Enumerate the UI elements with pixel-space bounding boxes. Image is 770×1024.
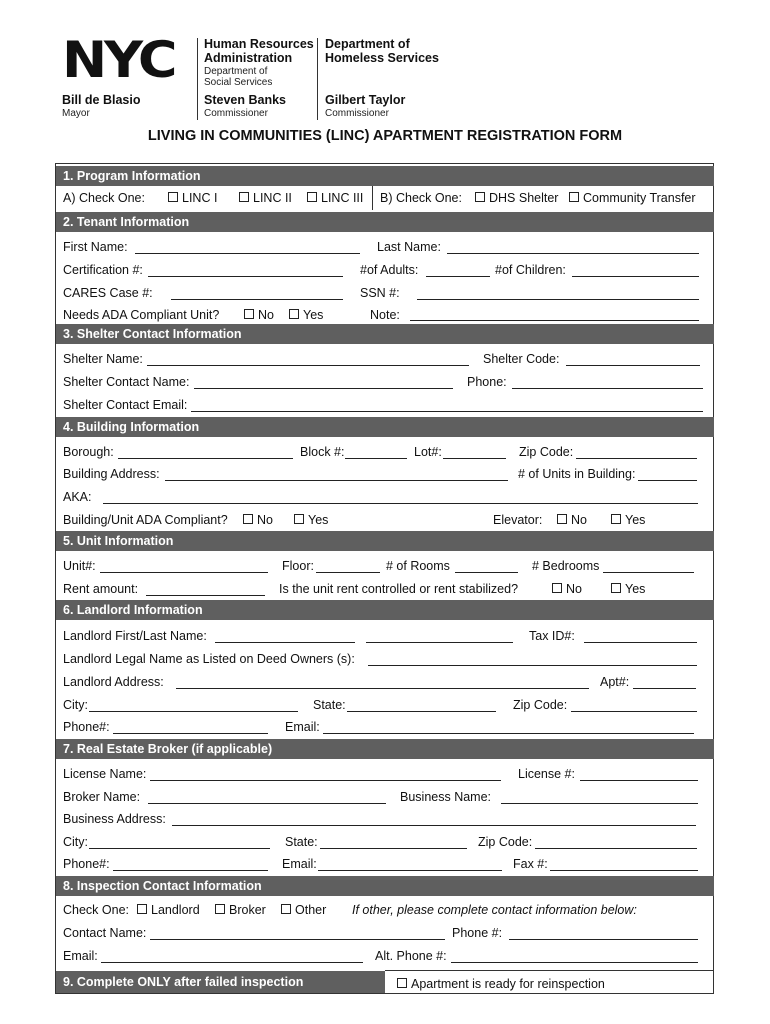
building-ada-yes-option[interactable]: Yes [294,513,328,527]
section-9-divider [385,970,714,971]
broker-name-input[interactable] [148,803,386,804]
cares-input[interactable] [171,299,343,300]
units-label: # of Units in Building: [518,467,636,481]
hra-commissioner-title: Commissioner [204,108,268,119]
cares-label: CARES Case #: [63,286,153,300]
unit-input[interactable] [100,572,268,573]
landlord-city-label: City: [63,698,88,712]
broker-email-input[interactable] [318,870,502,871]
apt-input[interactable] [633,688,696,689]
legal-name-input[interactable] [368,665,697,666]
linc2-option[interactable]: LINC II [239,191,292,205]
check-a-label: A) Check One: [63,191,145,205]
landlord-state-label: State: [313,698,346,712]
note-label: Note: [370,308,400,322]
linc3-checkbox[interactable] [307,192,317,202]
building-ada-no-checkbox[interactable] [243,514,253,524]
hra-name-line2: Administration [204,51,293,65]
section-9-heading: 9. Complete ONLY after failed inspection [56,971,385,993]
units-input[interactable] [638,480,697,481]
building-ada-label: Building/Unit ADA Compliant? [63,513,228,527]
building-zip-input[interactable] [576,458,697,459]
unit-label: Unit#: [63,559,96,573]
inspection-alt-phone-input[interactable] [451,962,698,963]
elevator-yes-option[interactable]: Yes [611,513,645,527]
inspection-email-input[interactable] [101,962,363,963]
mayor-name: Bill de Blasio [62,93,141,107]
shelter-phone-input[interactable] [512,388,703,389]
borough-label: Borough: [63,445,114,459]
dhs-commissioner-title: Commissioner [325,108,389,119]
shelter-phone-label: Phone: [467,375,507,389]
landlord-state-input[interactable] [347,711,496,712]
shelter-code-input[interactable] [566,365,700,366]
inspection-contact-name-input[interactable] [150,939,445,940]
landlord-address-label: Landlord Address: [63,675,164,689]
ada-needs-yes-checkbox[interactable] [289,309,299,319]
first-name-input[interactable] [135,253,360,254]
aka-label: AKA: [63,490,92,504]
rent-stabilized-yes-checkbox[interactable] [611,583,621,593]
building-address-label: Building Address: [63,467,160,481]
ada-needs-no-option[interactable]: No [244,308,274,322]
landlord-email-label: Email: [285,720,320,734]
dss-name-line1: Department of [204,66,268,77]
note-input[interactable] [410,320,699,321]
broker-city-label: City: [63,835,88,849]
shelter-name-label: Shelter Name: [63,352,143,366]
check-b-label: B) Check One: [380,191,462,205]
dhs-commissioner-name: Gilbert Taylor [325,93,406,107]
landlord-address-input[interactable] [176,688,589,689]
form-title: LIVING IN COMMUNITIES (LINC) APARTMENT REGISTRATION FORM [147,128,623,144]
nyc-logo: NYC [62,31,175,89]
hra-commissioner-name: Steven Banks [204,93,286,107]
inspection-landlord-checkbox[interactable] [137,904,147,914]
landlord-zip-input[interactable] [571,711,697,712]
rent-stabilized-yes-option[interactable]: Yes [611,582,645,596]
certification-input[interactable] [148,276,343,277]
landlord-name-label: Landlord First/Last Name: [63,629,207,643]
inspection-email-label: Email: [63,949,98,963]
landlord-zip-label: Zip Code: [513,698,568,712]
landlord-first-name-input[interactable] [215,642,355,643]
inspection-contact-name-label: Contact Name: [63,926,147,940]
inspection-broker-checkbox[interactable] [215,904,225,914]
broker-fax-input[interactable] [550,870,698,871]
certification-label: Certification #: [63,263,143,277]
landlord-city-input[interactable] [89,711,298,712]
section-1-divider [372,186,373,210]
business-address-label: Business Address: [63,812,166,826]
children-input[interactable] [572,276,699,277]
inspection-alt-phone-label: Alt. Phone #: [375,949,447,963]
rooms-label: # of Rooms [386,559,450,573]
section-1-heading: 1. Program Information [56,166,714,186]
section-7-heading: 7. Real Estate Broker (if applicable) [56,739,714,759]
header-divider-1 [197,38,198,120]
borough-input[interactable] [118,458,293,459]
section-4-heading: 4. Building Information [56,417,714,437]
landlord-phone-input[interactable] [113,733,268,734]
dhs-shelter-option[interactable]: DHS Shelter [475,191,558,205]
broker-fax-label: Fax #: [513,857,548,871]
rent-label: Rent amount: [63,582,139,596]
license-no-label: License #: [518,767,575,781]
section-6-heading: 6. Landlord Information [56,600,714,620]
shelter-code-label: Shelter Code: [483,352,560,366]
floor-input[interactable] [316,572,380,573]
bedrooms-label: # Bedrooms [532,559,600,573]
broker-name-label: Broker Name: [63,790,141,804]
tax-id-label: Tax ID#: [529,629,575,643]
floor-label: Floor: [282,559,314,573]
section-2-heading: 2. Tenant Information [56,212,714,232]
ada-needs-no-checkbox[interactable] [244,309,254,319]
broker-zip-input[interactable] [535,848,697,849]
broker-city-input[interactable] [89,848,270,849]
broker-phone-input[interactable] [113,870,268,871]
license-name-label: License Name: [63,767,147,781]
landlord-email-input[interactable] [323,733,694,734]
ada-needs-label: Needs ADA Compliant Unit? [63,308,220,322]
bedrooms-input[interactable] [603,572,694,573]
broker-phone-label: Phone#: [63,857,110,871]
rooms-input[interactable] [455,572,518,573]
inspection-landlord-option[interactable]: Landlord [137,903,200,917]
legal-name-label: Landlord Legal Name as Listed on Deed Owners (s): [63,652,355,666]
community-transfer-option[interactable]: Community Transfer [569,191,696,205]
rent-stabilized-no-option[interactable]: No [552,582,582,596]
elevator-label: Elevator: [493,513,543,527]
section-3-heading: 3. Shelter Contact Information [56,324,714,344]
hra-name-line1: Human Resources [204,37,314,51]
reinspection-ready-option[interactable]: Apartment is ready for reinspection [397,977,605,991]
adults-input[interactable] [426,276,490,277]
children-label: #of Children: [495,263,566,277]
mayor-title: Mayor [62,108,90,119]
inspection-phone-label: Phone #: [452,926,503,940]
business-name-input[interactable] [501,803,698,804]
building-ada-yes-checkbox[interactable] [294,514,304,524]
linc2-checkbox[interactable] [239,192,249,202]
rent-stabilized-no-checkbox[interactable] [552,583,562,593]
apt-label: Apt#: [600,675,630,689]
rent-input[interactable] [146,595,265,596]
license-no-input[interactable] [580,780,698,781]
lot-label: Lot#: [414,445,442,459]
dhs-name-line1: Department of [325,37,410,51]
business-address-input[interactable] [172,825,696,826]
inspection-check-one-label: Check One: [63,903,130,917]
inspection-phone-input[interactable] [509,939,698,940]
tax-id-input[interactable] [584,642,697,643]
shelter-contact-email-label: Shelter Contact Email: [63,398,188,412]
inspection-other-option[interactable]: Other [281,903,326,917]
shelter-contact-name-label: Shelter Contact Name: [63,375,190,389]
shelter-contact-name-input[interactable] [194,388,453,389]
ada-needs-yes-option[interactable]: Yes [289,308,323,322]
block-label: Block #: [300,445,345,459]
broker-email-label: Email: [282,857,317,871]
header-divider-2 [317,38,318,120]
broker-state-input[interactable] [320,848,467,849]
last-name-input[interactable] [447,253,699,254]
last-name-label: Last Name: [377,240,441,254]
section-8-heading: 8. Inspection Contact Information [56,876,714,896]
community-transfer-checkbox[interactable] [569,192,579,202]
inspection-broker-option[interactable]: Broker [215,903,266,917]
broker-state-label: State: [285,835,318,849]
rent-question: Is the unit rent controlled or rent stabilized? [279,582,519,596]
landlord-last-name-input[interactable] [366,642,513,643]
elevator-no-checkbox[interactable] [557,514,567,524]
first-name-label: First Name: [63,240,128,254]
dhs-shelter-checkbox[interactable] [475,192,485,202]
building-zip-label: Zip Code: [519,445,574,459]
linc1-checkbox[interactable] [168,192,178,202]
elevator-yes-checkbox[interactable] [611,514,621,524]
aka-input[interactable] [103,503,698,504]
dss-name-line2: Social Services [204,77,273,88]
section-5-heading: 5. Unit Information [56,531,714,551]
inspection-other-checkbox[interactable] [281,904,291,914]
dhs-name-line2: Homeless Services [325,51,439,65]
license-name-input[interactable] [150,780,501,781]
linc1-option[interactable]: LINC I [168,191,217,205]
elevator-no-option[interactable]: No [557,513,587,527]
lot-input[interactable] [443,458,506,459]
shelter-contact-email-input[interactable] [191,411,703,412]
reinspection-ready-checkbox[interactable] [397,978,407,988]
adults-label: #of Adults: [360,263,419,277]
ssn-label: SSN #: [360,286,400,300]
block-input[interactable] [345,458,407,459]
ssn-input[interactable] [417,299,699,300]
inspection-other-note: If other, please complete contact information below: [352,903,637,917]
linc3-option[interactable]: LINC III [307,191,363,205]
landlord-phone-label: Phone#: [63,720,110,734]
broker-zip-label: Zip Code: [478,835,533,849]
building-ada-no-option[interactable]: No [243,513,273,527]
shelter-name-input[interactable] [147,365,469,366]
business-name-label: Business Name: [400,790,492,804]
building-address-input[interactable] [165,480,508,481]
